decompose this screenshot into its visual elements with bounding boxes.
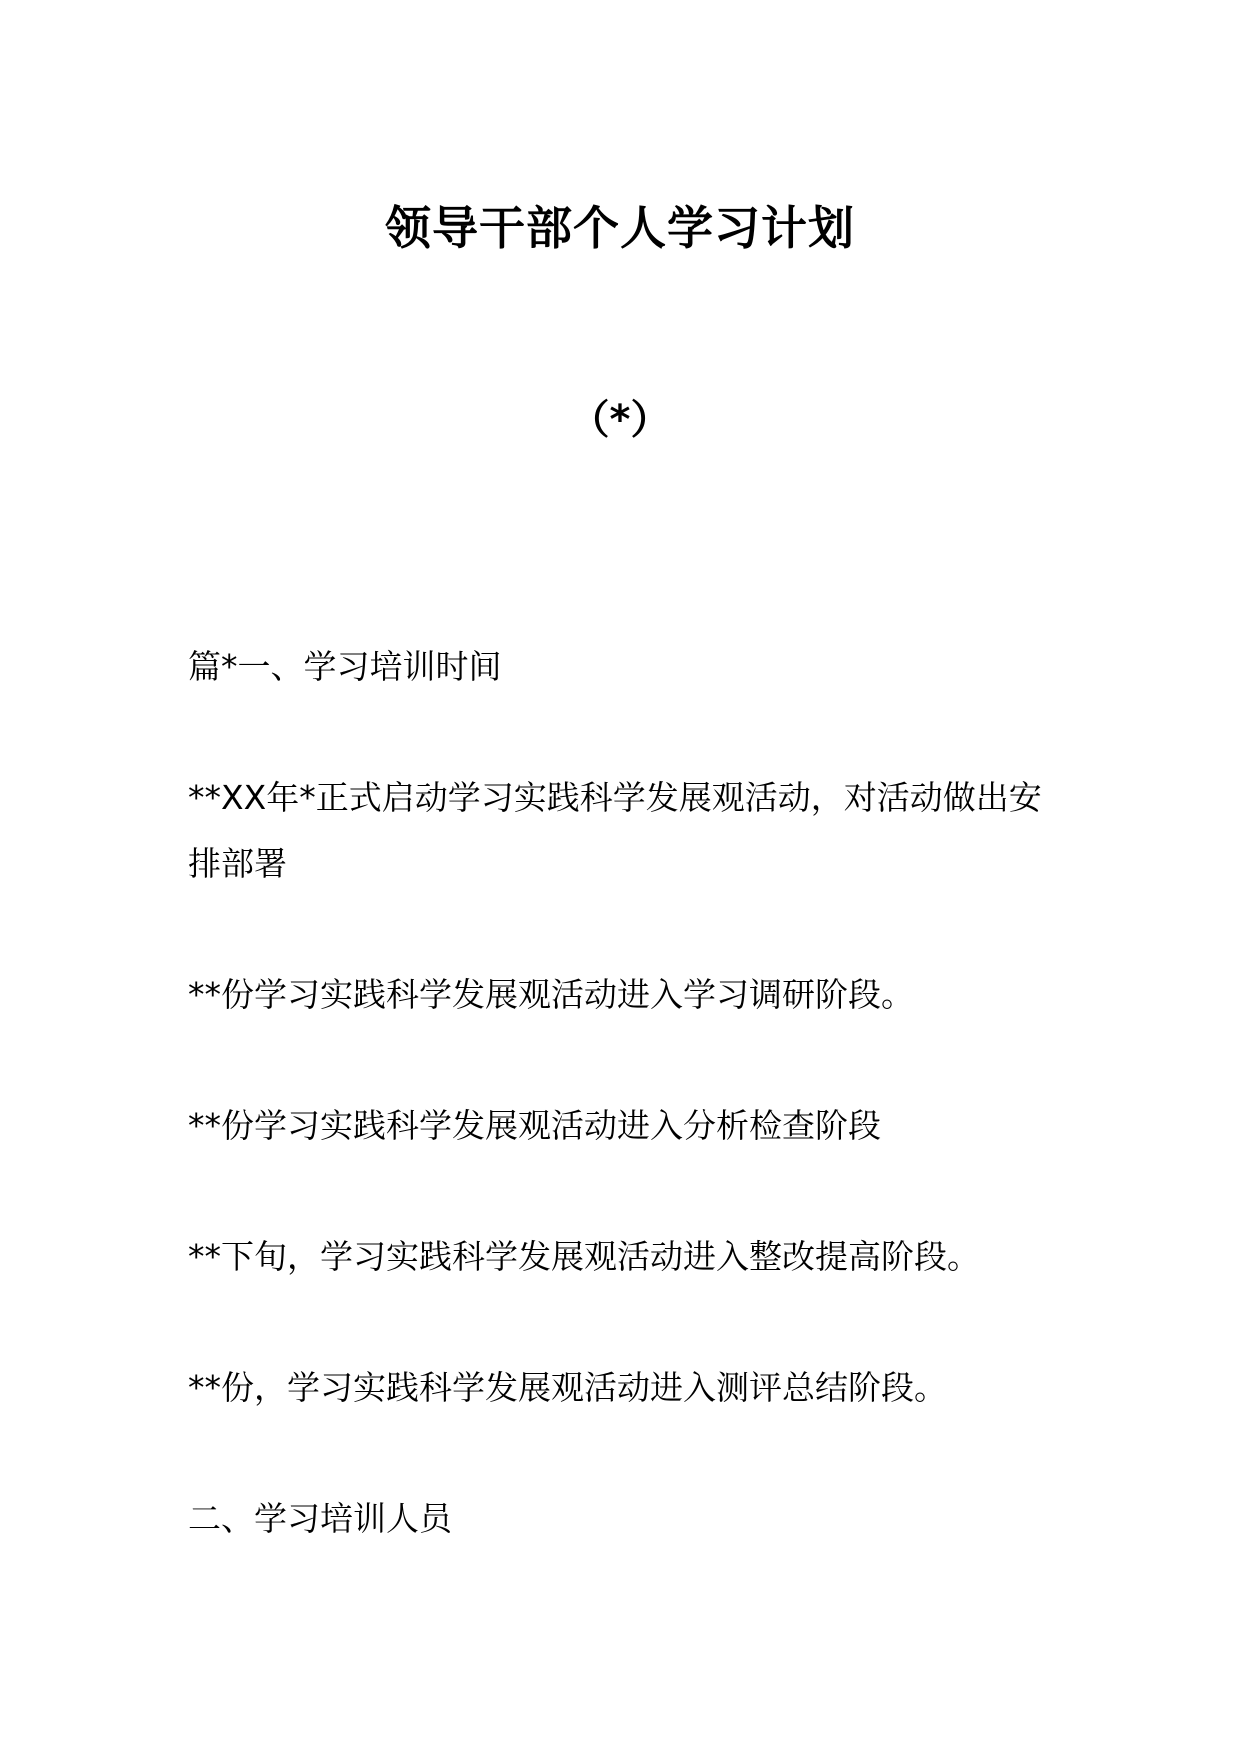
section-heading-time: 篇*一、学习培训时间 (188, 647, 502, 686)
paragraph-rectification: **下旬，学习实践科学发展观活动进入整改提高阶段。 (188, 1237, 980, 1276)
section-heading-personnel: 二、学习培训人员 (188, 1499, 452, 1538)
paragraph-evaluation: **份，学习实践科学发展观活动进入测评总结阶段。 (188, 1368, 947, 1407)
document-title: 领导干部个人学习计划 (385, 201, 855, 255)
paragraph-analysis-check: **份学习实践科学发展观活动进入分析检查阶段 (188, 1106, 881, 1145)
document-subtitle: （*） (569, 397, 671, 443)
paragraph-launch: **XX年*正式启动学习实践科学发展观活动，对活动做出安排部署 (188, 778, 1042, 883)
paragraph-study-research: **份学习实践科学发展观活动进入学习调研阶段。 (188, 975, 914, 1014)
